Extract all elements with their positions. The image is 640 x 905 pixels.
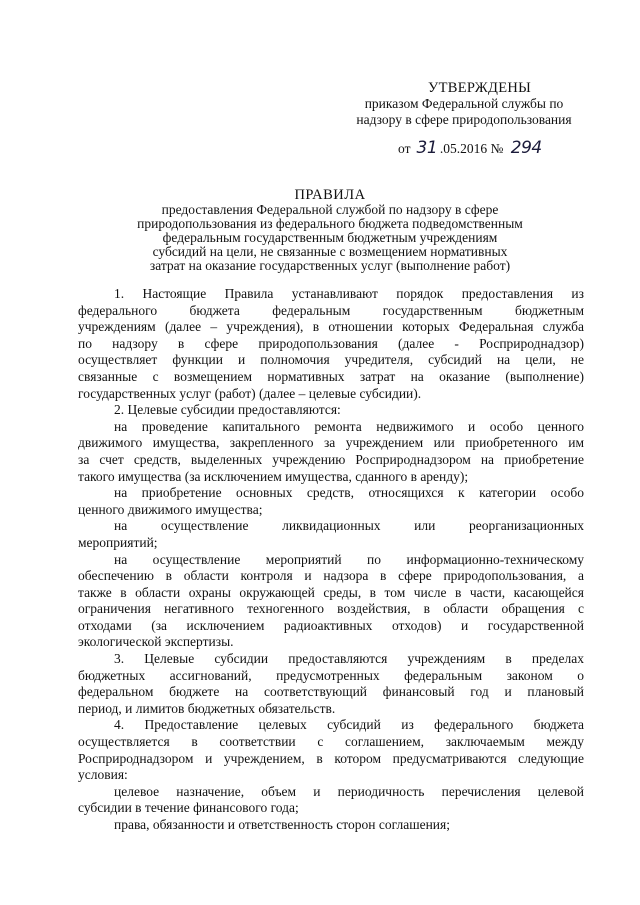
paragraph-line: движимого имущества, закрепленного за учреждением или приобретенного им <box>78 435 584 451</box>
paragraph-line: 2. Целевые субсидии предоставляются: <box>114 402 341 418</box>
paragraph-line: отходами (за исключением радиоактивных отходов) и государственной <box>78 617 584 633</box>
paragraph <box>78 419 584 485</box>
paragraph-line: осуществляет функции и полномочия учредителя, субсидий на цели, не <box>78 352 584 368</box>
paragraph-line: 4. Предоставление целевых субсидий из федерального бюджета <box>114 717 584 733</box>
paragraph-line: Росприроднадзором и учреждением, в котором предусматриваются следующие <box>78 750 584 766</box>
order-prefix: от <box>398 141 411 156</box>
paragraph-line: экологической экспертизы. <box>78 634 234 650</box>
paragraph-line: обеспечению в области контроля и надзора в сфере природопользования, а <box>78 568 584 584</box>
paragraph-line: 1. Настоящие Правила устанавливают порядок предоставления из <box>114 286 584 301</box>
paragraph-line: на приобретение основных средств, относящихся к категории особо <box>114 485 584 501</box>
paragraph-line: по надзору в сфере природопользования (далее - Росприроднадзор) <box>78 335 584 351</box>
paragraph-line: ценного движимого имущества; <box>78 501 263 517</box>
paragraph-line: субсидии в течение финансового года; <box>78 800 299 816</box>
paragraph-line: федеральном бюджете на соответствующий финансовый год и плановый <box>78 684 584 700</box>
title-line: природопользования из федерального бюджета подведомственным <box>137 216 523 231</box>
order-date-number <box>398 138 569 158</box>
paragraph-line: 3. Целевые субсидии предоставляются учреждениям в пределах <box>114 651 584 667</box>
paragraph <box>78 717 584 783</box>
order-month-year: .05.2016 № <box>439 141 504 156</box>
paragraph-line: также в области охраны окружающей среды, в том числе в части, касающейся <box>78 584 584 600</box>
paragraph <box>78 817 584 834</box>
paragraph <box>78 651 584 717</box>
document-body <box>78 286 584 834</box>
paragraph-line: за счет средств, выделенных учреждению Росприроднадзором на приобретение <box>78 451 584 467</box>
approved-label: УТВЕРЖДЕНЫ <box>428 80 532 96</box>
approval-line-2: надзору в сфере природопользования <box>356 112 572 127</box>
paragraph-line: бюджетных ассигнований, предусмотренных федеральным законом о <box>78 667 584 683</box>
order-number-handwritten: 294 <box>510 138 542 158</box>
paragraph <box>78 784 584 817</box>
paragraph-line: на осуществление ликвидационных или реорганизационных <box>114 518 584 534</box>
paragraph-line: учреждениям (далее – учреждения), в отношении которых Федеральная служба <box>78 319 584 335</box>
title-line: затрат на оказание государственных услуг (выполнение работ) <box>149 258 511 273</box>
paragraph-line: государственных услуг (работ) (далее – целевые субсидии). <box>78 385 422 401</box>
paragraph-line: связанные с возмещением нормативных затрат на оказание (выполнение) <box>78 368 584 384</box>
paragraph <box>78 485 584 518</box>
paragraph-line: федерального бюджета федеральным государственным бюджетным <box>78 302 584 318</box>
paragraph <box>78 402 584 419</box>
paragraph-line: права, обязанности и ответственность сторон соглашения; <box>114 817 450 832</box>
title-line: предоставления Федеральной службой по надзору в сфере <box>161 202 499 217</box>
paragraph-line: период, и лимитов бюджетных обязательств. <box>78 700 336 716</box>
paragraph-line: мероприятий; <box>78 534 158 550</box>
paragraph <box>78 286 584 402</box>
paragraph <box>78 552 584 652</box>
title-line: федеральным государственным бюджетным учреждениям <box>162 230 498 245</box>
paragraph-line: на проведение капитального ремонта недвижимого и особо ценного <box>114 418 584 434</box>
title-heading: ПРАВИЛА <box>294 187 366 203</box>
paragraph-line: осуществляется в соответствии с соглашением, заключаемым между <box>78 734 584 750</box>
paragraph <box>78 518 584 551</box>
approval-stamp <box>314 80 614 128</box>
paragraph-line: на осуществление мероприятий по информационно-техническому <box>114 551 584 567</box>
paragraph-line: такого имущества (за исключением имущества, сданного в аренду); <box>78 468 469 484</box>
paragraph-line: ограничения негативного техногенного воздействия, в области обращения с <box>78 601 584 617</box>
paragraph-line: условия: <box>78 767 128 783</box>
document-title <box>80 188 580 273</box>
order-day-handwritten: 31 <box>416 138 438 158</box>
title-line: субсидий на цели, не связанные с возмещением нормативных <box>152 244 508 259</box>
paragraph-line: целевое назначение, объем и периодичность перечисления целевой <box>114 783 584 799</box>
approval-line-1: приказом Федеральной службы по <box>364 96 564 111</box>
